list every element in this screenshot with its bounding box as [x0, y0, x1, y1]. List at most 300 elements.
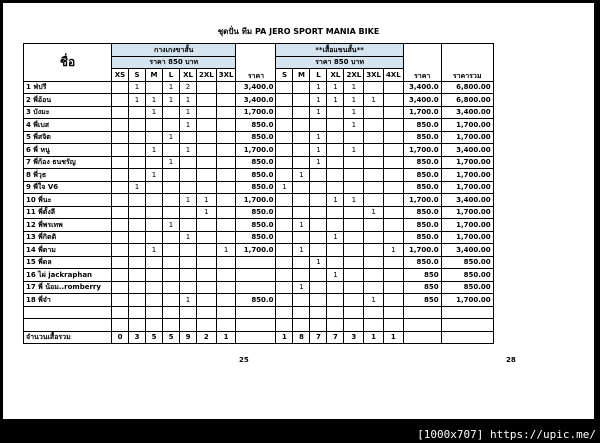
shirt-price-cell: 850.0 [403, 219, 441, 232]
shirt-qty-cell [327, 294, 344, 307]
shirt-qty-cell [327, 244, 344, 257]
empty-cell [383, 319, 403, 332]
table-row [24, 294, 494, 307]
table-row [24, 144, 494, 157]
shirt-qty-cell [327, 156, 344, 169]
member-name: 3 บังมะ [24, 106, 112, 119]
shirt-qty-cell [383, 219, 403, 232]
empty-cell [197, 319, 217, 332]
shorts-qty-cell [197, 119, 217, 132]
shorts-qty-cell [216, 269, 236, 282]
shirt-qty-cell: 1 [310, 256, 327, 269]
shorts-qty-cell [197, 94, 217, 107]
page-count-left: 25 [239, 356, 249, 364]
shirt-qty-cell [364, 281, 384, 294]
image-watermark: [1000x707] https://upic.me/ [417, 428, 596, 441]
shorts-qty-cell: 1 [180, 294, 197, 307]
table-row [24, 156, 494, 169]
shorts-qty-cell [112, 269, 129, 282]
shorts-size-header: S [129, 69, 146, 82]
shirt-qty-cell [276, 256, 293, 269]
shorts-group-price: ราคา 850 บาท [112, 56, 236, 69]
member-name: 2 พี่อ้อน [24, 94, 112, 107]
member-name: 1 ฟ่ปรี [24, 81, 112, 94]
shorts-qty-cell [216, 194, 236, 207]
shirt-qty-cell [293, 106, 310, 119]
row-total-cell: 6,800.00 [441, 94, 493, 107]
empty-cell [24, 319, 112, 332]
shirt-qty-cell [344, 294, 364, 307]
shorts-qty-cell [129, 206, 146, 219]
shirt-total-cell: 3 [344, 331, 364, 344]
shorts-qty-cell [216, 156, 236, 169]
empty-cell [441, 319, 493, 332]
shorts-qty-cell [112, 106, 129, 119]
shorts-size-header: L [163, 69, 180, 82]
shirt-qty-cell: 1 [327, 231, 344, 244]
shorts-qty-cell: 1 [163, 219, 180, 232]
shorts-size-header: M [146, 69, 163, 82]
shirt-qty-cell [383, 181, 403, 194]
shirt-qty-cell [383, 81, 403, 94]
shorts-qty-cell [216, 144, 236, 157]
empty-cell [236, 319, 276, 332]
shirt-qty-cell [327, 256, 344, 269]
shorts-qty-cell: 1 [129, 181, 146, 194]
shorts-qty-cell [216, 169, 236, 182]
shirt-price-cell: 1,700.0 [403, 194, 441, 207]
shorts-qty-cell [112, 119, 129, 132]
shirt-qty-cell [327, 281, 344, 294]
shorts-qty-cell [163, 244, 180, 257]
shirt-price-cell: 850.0 [403, 181, 441, 194]
shorts-qty-cell [112, 294, 129, 307]
shorts-qty-cell [146, 81, 163, 94]
shorts-qty-cell [129, 294, 146, 307]
shorts-qty-cell [112, 281, 129, 294]
shorts-qty-cell [146, 294, 163, 307]
row-total-cell: 1,700.00 [441, 294, 493, 307]
shorts-qty-cell [180, 181, 197, 194]
row-total-cell: 850.00 [441, 256, 493, 269]
empty-cell [310, 306, 327, 319]
shorts-total-cell: 1 [216, 331, 236, 344]
header-row-1 [24, 44, 494, 57]
shirt-qty-cell [276, 156, 293, 169]
shirt-price-cell: 1,700.0 [403, 244, 441, 257]
empty-cell [344, 319, 364, 332]
shirt-qty-cell: 1 [310, 156, 327, 169]
totals-label: จำนวนเสื้อรวม [24, 331, 112, 344]
member-name: 11 พี่ตั้งลี [24, 206, 112, 219]
shirt-qty-cell [327, 106, 344, 119]
shirt-qty-cell [344, 256, 364, 269]
shorts-qty-cell [146, 206, 163, 219]
empty-cell [216, 319, 236, 332]
shirt-qty-cell [344, 181, 364, 194]
shorts-size-header: 2XL [197, 69, 217, 82]
shorts-qty-cell [163, 206, 180, 219]
shirt-price-cell: 1,700.0 [403, 106, 441, 119]
shirt-total-cell: 1 [364, 331, 384, 344]
shirt-qty-cell: 1 [344, 119, 364, 132]
shirt-qty-cell [310, 219, 327, 232]
shorts-qty-cell [197, 106, 217, 119]
shorts-qty-cell [112, 156, 129, 169]
shirt-qty-cell: 1 [344, 94, 364, 107]
shirt-qty-cell [310, 206, 327, 219]
row-total-cell: 850.00 [441, 269, 493, 282]
shorts-qty-cell [216, 294, 236, 307]
shirt-qty-cell [310, 119, 327, 132]
shorts-price-cell: 850.0 [236, 131, 276, 144]
member-name: 8 พี่วุธ [24, 169, 112, 182]
shorts-qty-cell [180, 219, 197, 232]
shorts-qty-cell [197, 231, 217, 244]
shorts-qty-cell [180, 269, 197, 282]
shorts-qty-cell [197, 181, 217, 194]
shorts-qty-cell: 1 [163, 156, 180, 169]
table-row [24, 106, 494, 119]
shirt-qty-cell: 1 [293, 169, 310, 182]
shorts-qty-cell [197, 269, 217, 282]
row-total-cell: 3,400.00 [441, 106, 493, 119]
shorts-price-cell: 850.0 [236, 169, 276, 182]
shirt-qty-cell [364, 219, 384, 232]
shorts-qty-cell [129, 231, 146, 244]
table-row [24, 244, 494, 257]
shirt-qty-cell [276, 244, 293, 257]
shirt-qty-cell [310, 281, 327, 294]
shorts-total-cell: 2 [197, 331, 217, 344]
shirt-qty-cell [344, 169, 364, 182]
shorts-qty-cell [129, 131, 146, 144]
empty-cell [403, 331, 441, 344]
shirt-qty-cell [293, 206, 310, 219]
shirt-qty-cell [276, 106, 293, 119]
shorts-price-cell: 850.0 [236, 156, 276, 169]
shorts-qty-cell [163, 269, 180, 282]
shirt-qty-cell [276, 194, 293, 207]
row-total-cell: 1,700.00 [441, 169, 493, 182]
shorts-qty-cell [216, 106, 236, 119]
shirt-qty-cell [310, 244, 327, 257]
shirt-qty-cell [293, 294, 310, 307]
shorts-qty-cell [112, 144, 129, 157]
shirt-qty-cell: 1 [327, 194, 344, 207]
shirt-qty-cell [383, 269, 403, 282]
row-total-cell: 1,700.00 [441, 231, 493, 244]
shirt-qty-cell [327, 206, 344, 219]
table-row [24, 94, 494, 107]
shirt-qty-cell: 1 [310, 144, 327, 157]
shorts-qty-cell: 1 [180, 231, 197, 244]
shorts-qty-cell [112, 94, 129, 107]
row-total-cell: 850.00 [441, 281, 493, 294]
empty-cell [403, 319, 441, 332]
shorts-price-cell: 850.0 [236, 294, 276, 307]
empty-cell [216, 306, 236, 319]
shorts-qty-cell: 1 [197, 194, 217, 207]
shirt-total-cell: 8 [293, 331, 310, 344]
shirt-size-header: XL [327, 69, 344, 82]
shirt-qty-cell [364, 181, 384, 194]
row-total-cell: 1,700.00 [441, 131, 493, 144]
shirt-qty-cell [293, 181, 310, 194]
shirt-price-cell: 1,700.0 [403, 144, 441, 157]
shorts-qty-cell [180, 131, 197, 144]
shorts-qty-cell [112, 81, 129, 94]
shirt-qty-cell [293, 81, 310, 94]
shirt-qty-cell [293, 256, 310, 269]
table-row [24, 119, 494, 132]
shorts-qty-cell [216, 219, 236, 232]
shirt-size-header: 3XL [364, 69, 384, 82]
shirt-qty-cell [310, 194, 327, 207]
shorts-qty-cell [180, 156, 197, 169]
total-price-header: ราคารวม [441, 44, 493, 82]
shorts-qty-cell [163, 181, 180, 194]
shirt-qty-cell: 1 [327, 81, 344, 94]
shirt-qty-cell: 1 [293, 219, 310, 232]
shirt-qty-cell [276, 281, 293, 294]
row-total-cell: 3,400.00 [441, 194, 493, 207]
shirt-qty-cell [364, 156, 384, 169]
shorts-qty-cell [180, 281, 197, 294]
shirt-qty-cell [344, 244, 364, 257]
member-name: 5 พี่สจิต [24, 131, 112, 144]
shirt-qty-cell [276, 231, 293, 244]
shirt-qty-cell [293, 94, 310, 107]
shorts-price-header: ราคา [236, 44, 276, 82]
shorts-qty-cell [216, 206, 236, 219]
shorts-qty-cell [216, 181, 236, 194]
shirt-qty-cell [344, 131, 364, 144]
member-name: 4 พี่เบส [24, 119, 112, 132]
shorts-qty-cell [146, 219, 163, 232]
empty-cell [129, 306, 146, 319]
shorts-qty-cell: 1 [180, 106, 197, 119]
shorts-qty-cell [216, 256, 236, 269]
row-total-cell: 1,700.00 [441, 206, 493, 219]
shorts-qty-cell [163, 231, 180, 244]
shorts-qty-cell [197, 244, 217, 257]
shirt-qty-cell [293, 119, 310, 132]
shirt-qty-cell: 1 [344, 144, 364, 157]
shorts-qty-cell [112, 194, 129, 207]
shirt-price-cell: 850.0 [403, 256, 441, 269]
page-count-right: 28 [506, 356, 516, 364]
shorts-qty-cell [197, 144, 217, 157]
shorts-price-cell: 850.0 [236, 206, 276, 219]
shirt-price-header: ราคา [403, 44, 441, 82]
shorts-qty-cell [112, 244, 129, 257]
shorts-price-cell: 3,400.0 [236, 94, 276, 107]
shirt-qty-cell [310, 269, 327, 282]
shirt-qty-cell [276, 269, 293, 282]
shirt-qty-cell [327, 144, 344, 157]
row-total-cell: 3,400.00 [441, 144, 493, 157]
shirt-price-cell: 850 [403, 269, 441, 282]
shirt-qty-cell [364, 119, 384, 132]
shirt-qty-cell [364, 244, 384, 257]
shorts-qty-cell [129, 169, 146, 182]
shirt-qty-cell [276, 144, 293, 157]
shirt-qty-cell [383, 131, 403, 144]
shirt-qty-cell [344, 269, 364, 282]
shorts-qty-cell [112, 169, 129, 182]
row-total-cell: 6,800.00 [441, 81, 493, 94]
shirt-qty-cell [364, 256, 384, 269]
empty-cell [180, 319, 197, 332]
member-name: 9 พี่ใจ V6 [24, 181, 112, 194]
shorts-qty-cell: 1 [197, 206, 217, 219]
shorts-price-cell: 1,700.0 [236, 244, 276, 257]
empty-cell [276, 306, 293, 319]
shirt-qty-cell [276, 169, 293, 182]
shirt-qty-cell [327, 119, 344, 132]
shorts-price-cell: 1,700.0 [236, 106, 276, 119]
shorts-qty-cell [129, 156, 146, 169]
empty-cell [364, 306, 384, 319]
shirt-size-header: M [293, 69, 310, 82]
shorts-qty-cell [146, 269, 163, 282]
row-total-cell: 1,700.00 [441, 156, 493, 169]
shirt-qty-cell [364, 131, 384, 144]
empty-cell [146, 306, 163, 319]
shorts-qty-cell [180, 206, 197, 219]
shirt-qty-cell [364, 269, 384, 282]
shorts-qty-cell [197, 169, 217, 182]
shorts-qty-cell [180, 256, 197, 269]
shorts-price-cell: 3,400.0 [236, 81, 276, 94]
table-row [24, 206, 494, 219]
totals-row [24, 331, 494, 344]
shorts-qty-cell: 1 [146, 94, 163, 107]
shirt-qty-cell [276, 81, 293, 94]
shirt-qty-cell [344, 219, 364, 232]
empty-row [24, 319, 494, 332]
table-row [24, 181, 494, 194]
member-name: 7 พี่ก้อง ธนชรัญ [24, 156, 112, 169]
shirt-qty-cell [276, 119, 293, 132]
shorts-qty-cell [163, 256, 180, 269]
shorts-qty-cell [197, 131, 217, 144]
shirt-price-cell: 850.0 [403, 131, 441, 144]
shorts-qty-cell [129, 194, 146, 207]
shorts-qty-cell [112, 219, 129, 232]
shirt-qty-cell: 1 [344, 81, 364, 94]
shorts-qty-cell [180, 169, 197, 182]
shorts-qty-cell [112, 131, 129, 144]
table-row [24, 256, 494, 269]
shirt-qty-cell [383, 206, 403, 219]
shorts-price-cell [236, 269, 276, 282]
shirt-qty-cell [364, 81, 384, 94]
shorts-qty-cell [180, 244, 197, 257]
shirt-qty-cell: 1 [327, 269, 344, 282]
shorts-qty-cell [163, 106, 180, 119]
shirt-qty-cell: 1 [344, 194, 364, 207]
shirt-qty-cell [327, 169, 344, 182]
shirt-size-header: 4XL [383, 69, 403, 82]
shorts-qty-cell [112, 231, 129, 244]
shorts-qty-cell [146, 156, 163, 169]
empty-cell [276, 319, 293, 332]
shirt-qty-cell [364, 231, 384, 244]
empty-cell [310, 319, 327, 332]
shirt-qty-cell [364, 169, 384, 182]
shirt-qty-cell [383, 194, 403, 207]
document-page [3, 3, 594, 419]
shorts-qty-cell: 1 [146, 169, 163, 182]
shorts-price-cell: 850.0 [236, 219, 276, 232]
table-row [24, 219, 494, 232]
shorts-qty-cell: 1 [146, 144, 163, 157]
shorts-total-cell: 5 [146, 331, 163, 344]
row-total-cell: 3,400.00 [441, 244, 493, 257]
shorts-qty-cell [216, 119, 236, 132]
document-title: ชุดปั่น ทีม PA JERO SPORT MANIA BIKE [217, 27, 380, 36]
shirt-qty-cell [327, 131, 344, 144]
shirt-total-cell: 7 [327, 331, 344, 344]
shorts-qty-cell [146, 131, 163, 144]
shirt-qty-cell [276, 94, 293, 107]
row-total-cell: 1,700.00 [441, 119, 493, 132]
shorts-qty-cell [197, 294, 217, 307]
shorts-qty-cell [129, 244, 146, 257]
empty-cell [364, 319, 384, 332]
shorts-qty-cell: 1 [180, 144, 197, 157]
shorts-qty-cell [146, 119, 163, 132]
empty-cell [383, 306, 403, 319]
shirt-qty-cell [293, 194, 310, 207]
empty-row [24, 306, 494, 319]
shorts-qty-cell [197, 81, 217, 94]
shirt-qty-cell: 1 [364, 294, 384, 307]
shorts-qty-cell [129, 269, 146, 282]
shorts-total-cell: 3 [129, 331, 146, 344]
shorts-qty-cell: 1 [129, 94, 146, 107]
shirt-qty-cell [383, 144, 403, 157]
row-total-cell: 1,700.00 [441, 181, 493, 194]
table-row [24, 81, 494, 94]
empty-cell [327, 306, 344, 319]
shirt-size-header: S [276, 69, 293, 82]
shirt-qty-cell [293, 156, 310, 169]
shorts-qty-cell [146, 256, 163, 269]
shirt-qty-cell [344, 231, 364, 244]
shorts-qty-cell [129, 106, 146, 119]
shirt-total-cell: 7 [310, 331, 327, 344]
shirt-qty-cell [383, 106, 403, 119]
shorts-price-cell: 1,700.0 [236, 144, 276, 157]
shirt-price-cell: 850 [403, 294, 441, 307]
shorts-size-header: XS [112, 69, 129, 82]
shorts-qty-cell [129, 281, 146, 294]
empty-cell [403, 306, 441, 319]
shirt-price-cell: 850.0 [403, 119, 441, 132]
shorts-qty-cell [163, 119, 180, 132]
empty-cell [146, 319, 163, 332]
empty-cell [112, 306, 129, 319]
shorts-price-cell: 850.0 [236, 181, 276, 194]
shorts-qty-cell [146, 281, 163, 294]
shirt-size-header: L [310, 69, 327, 82]
shirt-price-cell: 850 [403, 281, 441, 294]
shirt-qty-cell: 1 [327, 94, 344, 107]
shirt-qty-cell [293, 269, 310, 282]
